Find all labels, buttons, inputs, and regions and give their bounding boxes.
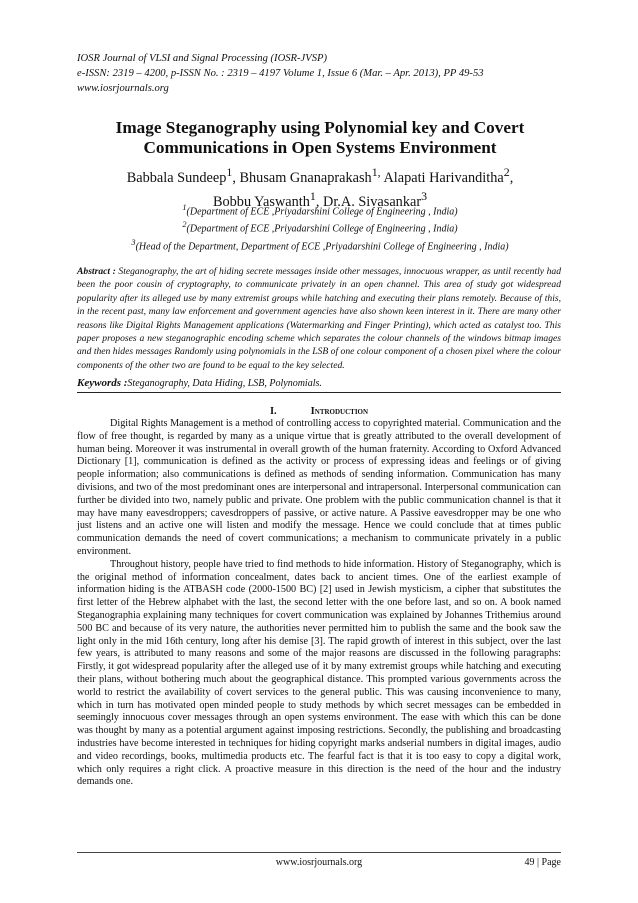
affiliation-text: (Department of ECE ,Priyadarshini College of Engineering , India) — [186, 206, 458, 218]
section-number: I. — [269, 406, 277, 417]
abstract-text: Steganography, the art of hiding secrete messages inside other messages, innocuous wrapper, as until recently had been the poor cousin of cryptography, to communicate privately in an open channel. This area of study got widespread popularity after its alleged use by many extremist groups while hatching and executing their plans remotely. Because of this, in the recent past, many law enforcement and government agencies have also shown keen interest in it. There are many other reasons like Digital Rights Management applications (Watermarking and Finger Printing), which acted as catalyst too. This paper proposes a new steganographic encoding scheme which separates the colour channels of the windows bitmap images and then hides messages Randomly using polynomials in the LSB of one colour component of a chosen pixel where the colour components of the other two are found to be equal to the key selected. — [77, 266, 561, 371]
author-sup: 1 — [309, 188, 316, 203]
affiliation-sup: 3 — [131, 237, 136, 247]
author-name: Alapati Harivanditha — [383, 169, 504, 186]
paper-title: Image Steganography using Polynomial key and Covert Communications in Open Systems Environment — [115, 118, 525, 157]
author-line-2: Bobbu Yaswanth$^1$, Dr.A. Sivasankar$^3$ — [212, 188, 428, 210]
affiliation — [70, 218, 570, 235]
author-name: Bhusam Gnanaprakash — [239, 169, 372, 186]
author-sup: 1 — [226, 165, 233, 179]
keywords — [77, 377, 561, 390]
abstract-divider — [77, 392, 561, 393]
author-name: Bobbu Yaswanth — [212, 193, 310, 210]
journal-name: IOSR Journal of VLSI and Signal Processing (IOSR-JVSP) — [77, 53, 327, 64]
keywords-label: Keywords : — [77, 377, 128, 389]
footer-divider — [77, 852, 561, 853]
affiliation-text: (Department of ECE ,Priyadarshini College of Engineering , India) — [186, 223, 458, 235]
paragraph: Throughout history, people have tried to find methods to hide information. History of Steganography, which is the original method of information concealment, dates back to ancient times. One of the earliest example of information hiding is the ATBASH code (2000-1500 BC) [2] used in Jewish mysticism, a cipher that substitutes the first letter of the Hebrew alphabet with the last, the second letter with the one before last, and so on. A book named Steganographia explaining many techniques for covert communication was explained by Johannes Trithemius around 500 BC and because of its very nature, the authorities never permitted him to publish the same and the book saw the light only in the mid 16th century, long after his demise [3]. The rapid growth of interest in this subject, over the last few years, is attributed to many reasons and some of the major reasons are discussed in the following paragraphs: Firstly, it got widespread popularity after the alleged use of it by many extremist groups while hatching and executing their plans, without bothering much about the geographical distance. This prompted various governments across the world to restrict the availability of covert services to the general public. This was causing inconvenience to many, which in turn has motivated open minded people to study methods by which secret messages can be embedded in seemingly innocuous cover messages through an open systems environment. The ease with which this can be done was thought by many as a potential argument against imposing restrictions. Secondly, the publishing and broadcasting industries have become interested in techniques for hiding copyright marks andserial numbers in digital images, audio and video recordings, books, multimedia products etc. The fearful fact is that it is too easy to copy a digital work, which only requires a right click. A proactive measure in this direction is the need of the hour and the industry demands one. — [77, 558, 561, 788]
author-sup: 1, — [371, 165, 381, 179]
section-title: Introduction — [310, 406, 369, 417]
author-line-1: Babbala Sundeep$^1$, Bhusam Gnanaprakash$^{1,}$ Alapati Harivanditha$^2$, — [126, 165, 514, 186]
keywords-text: Steganography, Data Hiding, LSB, Polynomials. — [127, 378, 322, 389]
affiliations — [70, 201, 570, 253]
footer-page-number: 49 | Page — [524, 857, 561, 868]
affiliation-text: (Head of the Department, Department of ECE ,Priyadarshini College of Engineering , India) — [135, 240, 509, 252]
section-heading — [77, 405, 561, 418]
abstract-label: Abstract : — [77, 266, 116, 277]
affiliation-sup: 1 — [182, 203, 187, 212]
author-sup: 2 — [503, 165, 510, 179]
abstract — [77, 265, 561, 372]
body-text — [77, 418, 561, 789]
paragraph: Digital Rights Management is a method of controlling access to copyrighted material. Communication and the flow of free thought, is regarded by many as a unique virtue that is greatly attributed to the overall development of human being. Moreover it was instrumental in overall growth of the human fraternity. According to Oxford Advanced Dictionary [1], communication is defined as the activity or process of expressing ideas and feelings or of giving people information; also communications is defined as methods of sending information. Communication has many divisions, and two of the most predominant ones are interpersonal and intrapersonal. Interpersonal communication can further be divided into two, namely public and private. One problem with the public communication channel is that it may have many eavesdroppers; cavesdroppers of passive, or active nature. A Passive eavesdropper may be one who just listens and an active one will listen and modify the message. Hence we could conclude that at times public communication demands the need of covert communications; a mechanism to communicate privately in a public environment. — [77, 418, 561, 557]
journal-url: www.iosrjournals.org — [77, 83, 169, 94]
author-name: Babbala Sundeep — [126, 169, 227, 186]
affiliation — [70, 236, 570, 253]
journal-header — [77, 51, 567, 96]
author-sup: 3 — [421, 188, 428, 203]
author-name: Dr.A. Sivasankar — [323, 193, 422, 210]
journal-issn: e-ISSN: 2319 – 4200, p-ISSN No. : 2319 – 4197 Volume 1, Issue 6 (Mar. – Apr. 2013), PP 49-53 — [77, 68, 484, 79]
footer-url: www.iosrjournals.org — [275, 857, 363, 868]
affiliation — [70, 201, 570, 218]
affiliation-sup: 2 — [182, 220, 187, 230]
